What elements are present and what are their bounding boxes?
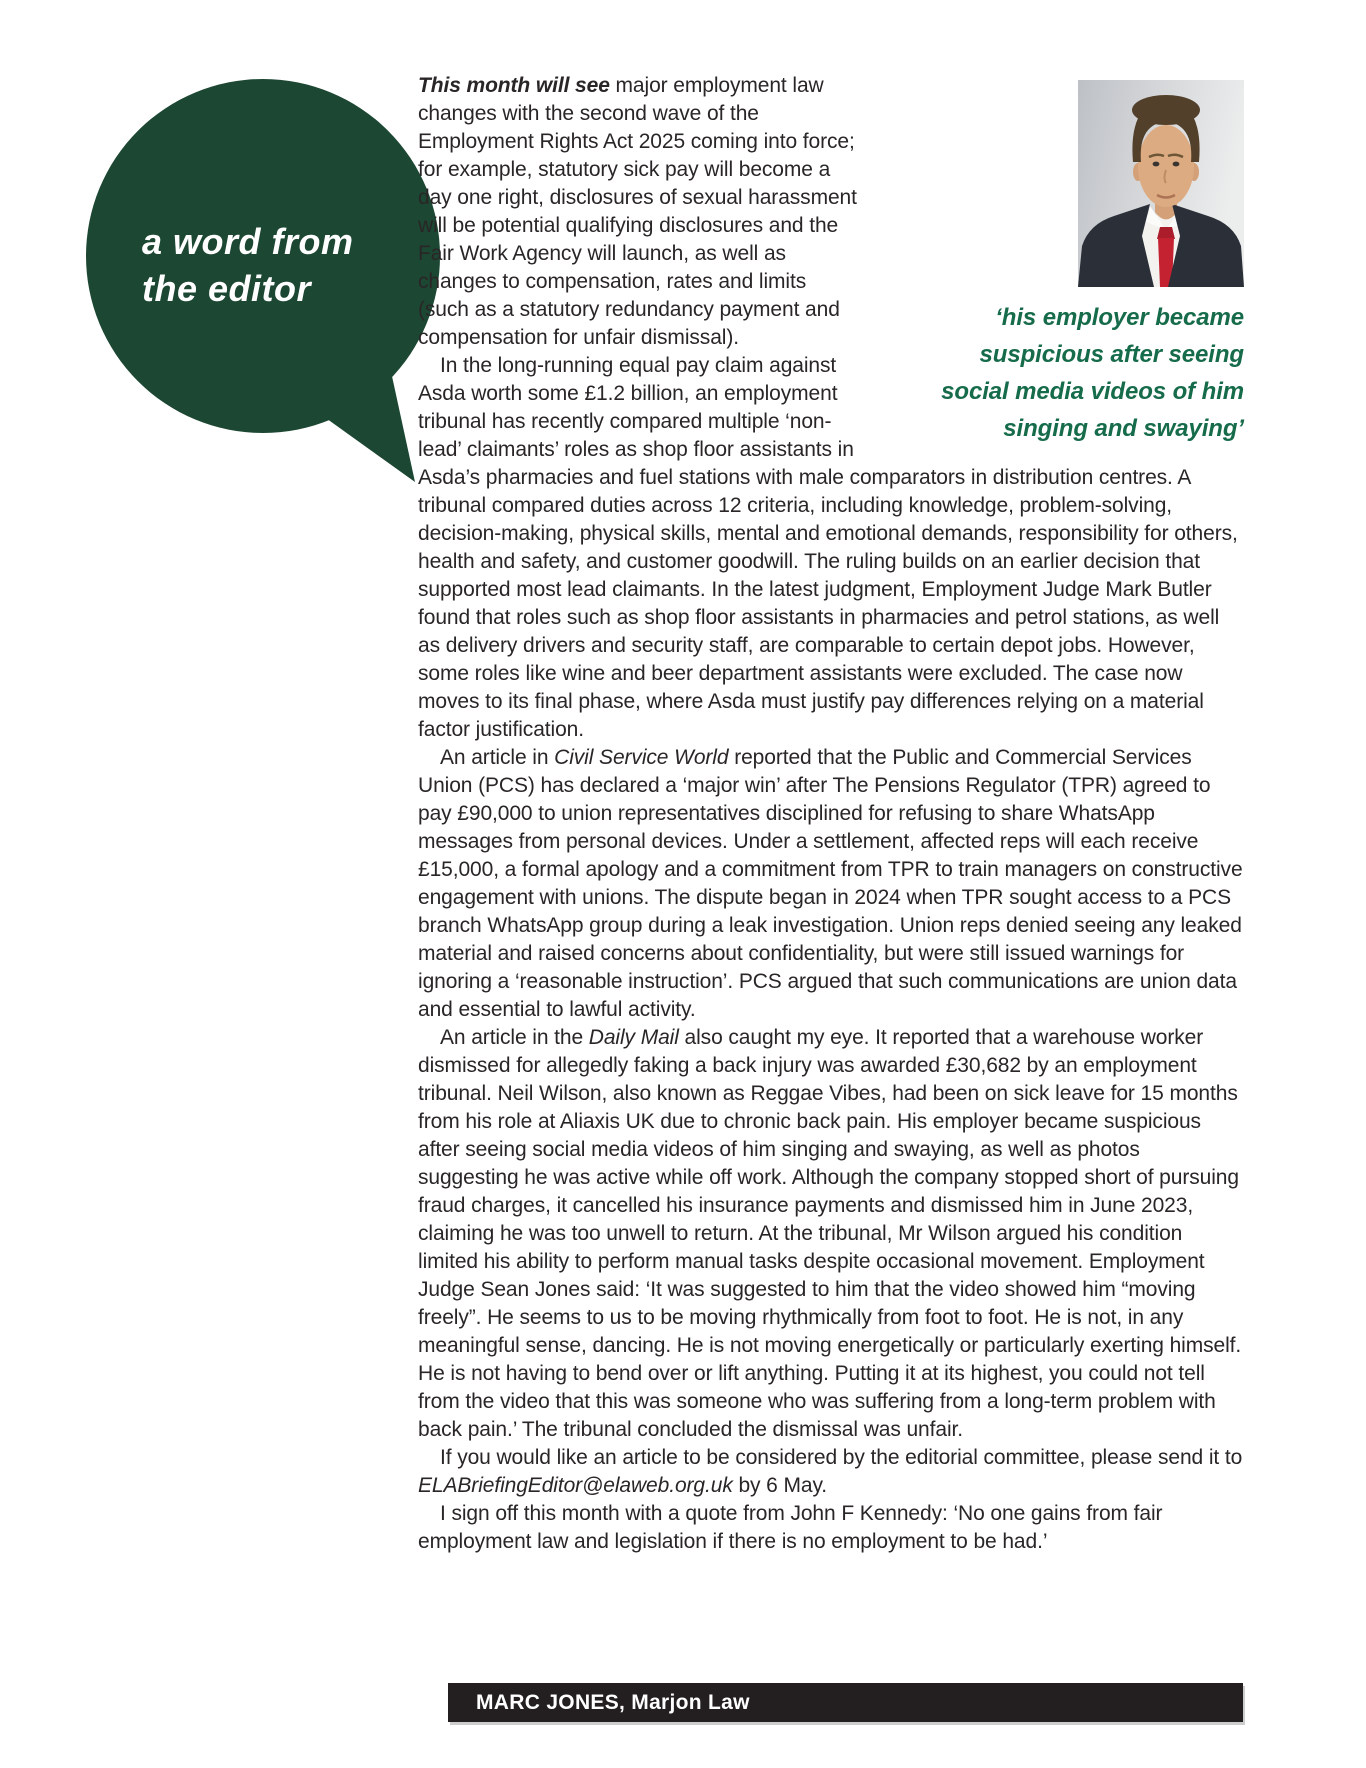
paragraph-text: An article in the <box>440 1026 589 1049</box>
section-title-line2: the editor <box>142 268 312 309</box>
publication-name: Daily Mail <box>588 1026 679 1049</box>
body-paragraph-4 <box>418 1024 1244 1444</box>
lead-in-phrase: This month will see <box>418 74 610 97</box>
paragraph-text: If you would like an article to be considered by the editorial committee, please send it to <box>440 1446 1243 1469</box>
body-paragraph-5 <box>418 1444 1244 1500</box>
editor-email-address: ELABriefingEditor@elaweb.org.uk <box>418 1474 733 1497</box>
photo-quote-column <box>884 72 1244 447</box>
paragraph-text: also caught my eye. It reported that a warehouse worker dismissed for allegedly faking a back injury was awarded £30,682 by an employment tribunal. Neil Wilson, also known as Reggae Vibes, had been on sick leave for 15 months from his role at Aliaxis UK due to chronic back pain. His employer became suspicious after seeing social media videos of him singing and swaying, as well as photos suggesting he was active while off work. Although the company stopped short of pursuing fraud charges, it cancelled his insurance payments and dismissed him in June 2023, claiming he was too unwell to return. At the tribunal, Mr Wilson argued his condition limited his ability to perform manual tasks despite occasional movement. Employment Judge Sean Jones said: ‘It was suggested to him that the video showed him “moving freely”. He seems to us to be moving rhythmically from foot to foot. He is not, in any meaningful sense, dancing. He is not moving energetically or particularly exerting himself. He is not having to bend over or lift anything. Putting it at its highest, you could not tell from the video that this was someone who was suffering from a long-term problem with back pain.’ The tribunal concluded the dismissal was unfair. <box>418 1026 1242 1441</box>
paragraph-text: by 6 May. <box>732 1474 828 1497</box>
section-title-line1: a word from <box>142 221 354 262</box>
paragraph-text: An article in <box>440 746 555 769</box>
body-paragraph-2: In the long-running equal pay claim against Asda worth some £1.2 billion, an employment tribunal has recently compared multiple ‘non-lead’ claimants’ roles as shop floor assistants in Asda’s pharmacies and fuel stations with male comparators in distribution centres. A tribunal compared duties across 12 criteria, including knowledge, problem-solving, decision-making, physical skills, mental and emotional demands, responsibility for others, health and safety, and customer goodwill. The ruling builds on an earlier decision that supported most lead claimants. In the latest judgment, Employment Judge Mark Butler found that roles such as shop floor assistants in pharmacies and petrol stations, as well as delivery drivers and security staff, are comparable to certain depot jobs. However, some roles like wine and beer department assistants were excluded. The case now moves to its final phase, where Asda must justify pay differences relying on a material factor justification. <box>418 354 1238 741</box>
body-paragraph-6: I sign off this month with a quote from John F Kennedy: ‘No one gains from fair employment law and legislation if there is no employment to be had.’ <box>418 1502 1163 1553</box>
pull-quote: ‘his employer became suspicious after seeing social media videos of him singing and swaying’ <box>941 304 1244 442</box>
section-title <box>142 218 392 312</box>
editor-portrait-photo <box>1078 80 1244 287</box>
body-paragraph-3 <box>418 744 1244 1024</box>
speech-bubble <box>85 78 445 490</box>
publication-name: Civil Service World <box>554 746 729 769</box>
paragraph-text: reported that the Public and Commercial Services Union (PCS) has declared a ‘major win’ after The Pensions Regulator (TPR) agreed to pay £90,000 to union representatives disciplined for refusing to share WhatsApp messages from personal devices. Under a settlement, affected reps will each receive £15,000, a formal apology and a commitment from TPR to train managers on constructive engagement with unions. The dispute began in 2024 when TPR sought access to a PCS branch WhatsApp group during a leak investigation. Union reps denied seeing any leaked material and raised concerns about confidentiality, but were still issued warnings for ignoring a ‘reasonable instruction’. PCS argued that such communications are union data and essential to lawful activity. <box>418 746 1243 1021</box>
paragraph-text: major employment law changes with the second wave of the Employment Rights Act 2025 coming into force; for example, statutory sick pay will become a day one right, disclosures of sexual harassment will be potential qualifying disclosures and the Fair Work Agency will launch, as well as changes to compensation, rates and limits (such as a statutory redundancy payment and compensation for unfair dismissal). <box>418 74 857 349</box>
byline-bar <box>448 1683 1243 1722</box>
byline-text: MARC JONES, Marjon Law <box>476 1691 750 1714</box>
editorial-column <box>418 72 1244 1556</box>
